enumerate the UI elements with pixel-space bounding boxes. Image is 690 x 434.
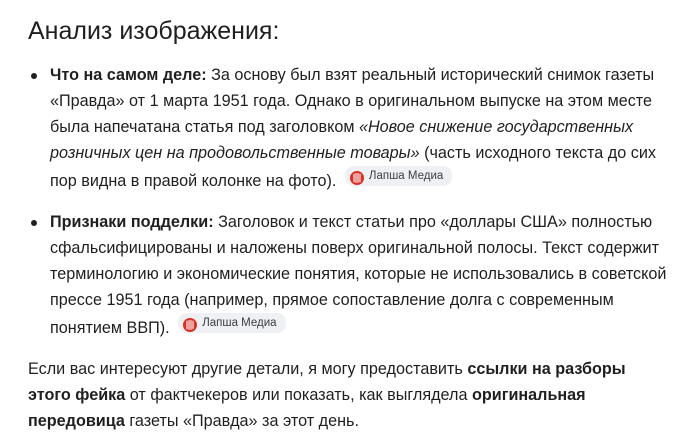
source-chip[interactable] <box>345 166 452 186</box>
lapsha-media-logo-icon <box>183 316 197 330</box>
closing-text: от фактчекеров или показать, как выглядела <box>125 386 472 404</box>
list-item <box>28 209 670 341</box>
closing-paragraph <box>28 356 670 434</box>
closing-text: газеты «Правда» за этот день. <box>124 412 359 430</box>
section-heading: Анализ изображения: <box>28 17 280 45</box>
source-chip-label: Лапша Медиа <box>202 317 277 329</box>
closing-text: Если вас интересуют другие детали, я могу предоставить <box>28 360 468 378</box>
item-text: Заголовок и текст статьи про «доллары США» полностью сфальсифицированы и наложены поверх оригинальной полосы. Текст содержит терминологию и экономические понятия, которые не использовались в советской прессе 1951 года (например, прямое сопоставление долга с современным понятием ВВП). <box>50 213 667 337</box>
closing-emphasis-original: оригинальная передовица <box>28 386 586 430</box>
bullet-list <box>28 62 670 341</box>
item-text: За основу был взят реальный исторический снимок газеты «Правда» от 1 марта 1951 года. Однако в оригинальном выпуске на этом месте была напечатана статья под заголовком <box>50 66 655 136</box>
item-label: Признаки подделки: <box>50 213 214 231</box>
source-chip-label: Лапша Медиа <box>368 170 444 182</box>
lapsha-media-logo-icon <box>350 169 364 183</box>
item-quote: «Новое снижение государственных розничных цен на продовольственные товары» <box>50 118 634 162</box>
list-item <box>28 62 670 194</box>
source-chip[interactable] <box>178 313 285 333</box>
closing-emphasis-links: ссылки на разборы этого фейка <box>28 360 626 404</box>
item-label: Что на самом деле: <box>50 66 207 84</box>
item-text-continued: (часть исходного текста до сих пор видна в правой колонке на фото). <box>50 144 656 190</box>
